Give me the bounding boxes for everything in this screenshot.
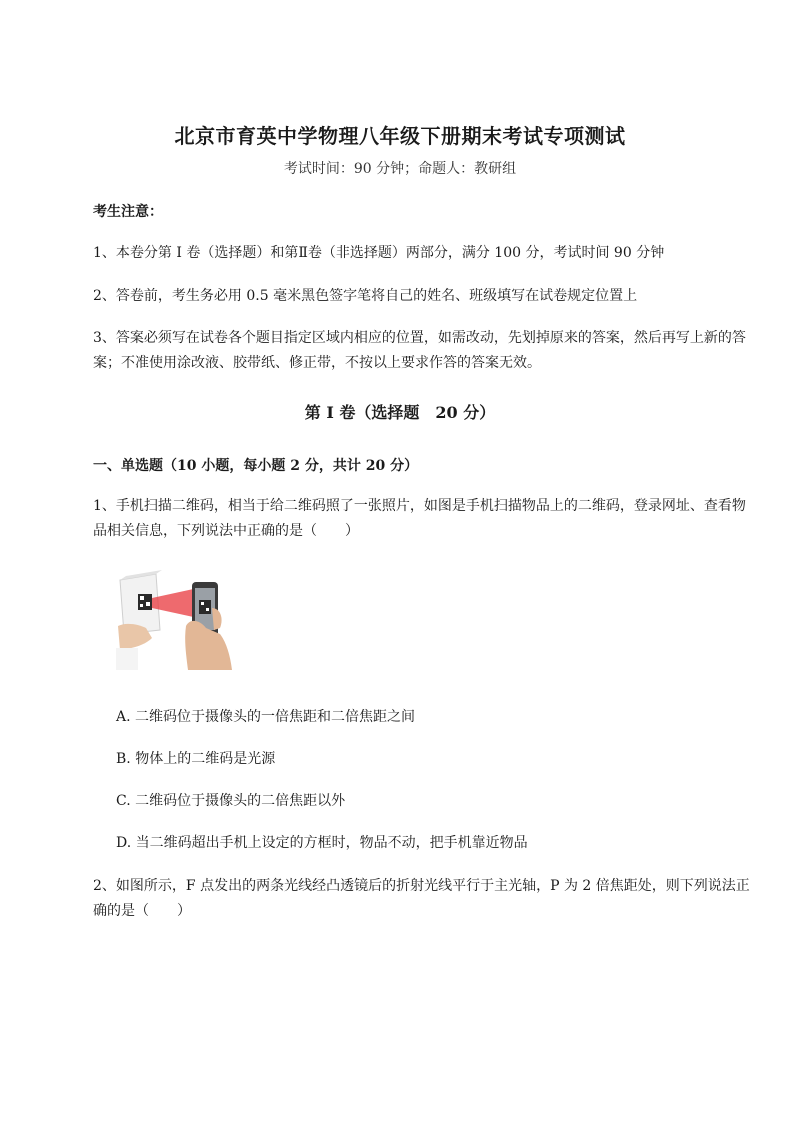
notice-item-2: 2、答卷前，考生务必用 0.5 毫米黑色签字笔将自己的姓名、班级填写在试卷规定位置上 [93, 288, 638, 304]
question-1-option-d: D. 当二维码超出手机上设定的方框时，物品不动，把手机靠近物品 [116, 835, 528, 851]
page-title: 北京市育英中学物理八年级下册期末考试专项测试 [174, 124, 626, 148]
question-1-option-c: C. 二维码位于摄像头的二倍焦距以外 [116, 793, 346, 809]
question-2-stem: 2、如图所示，F 点发出的两条光线经凸透镜后的折射光线平行于主光轴，P 为 2 倍焦距处，则下列说法正确的是（ ） [93, 878, 750, 919]
question-1-option-b: B. 物体上的二维码是光源 [116, 751, 276, 767]
section-title: 第 I 卷（选择题 20 分） [304, 403, 496, 422]
qr-scan-figure [116, 568, 236, 670]
part-heading: 一、单选题（10 小题，每小题 2 分，共计 20 分） [93, 458, 419, 474]
notice-item-1: 1、本卷分第 I 卷（选择题）和第Ⅱ卷（非选择题）两部分，满分 100 分，考试时间 90 分钟 [93, 245, 665, 261]
question-1-option-a: A. 二维码位于摄像头的一倍焦距和二倍焦距之间 [116, 709, 416, 725]
question-1-stem: 1、手机扫描二维码，相当于给二维码照了一张照片，如图是手机扫描物品上的二维码，登录网址、查看物品相关信息，下列说法中正确的是（ ） [93, 498, 746, 539]
exam-info: 考试时间：90 分钟；命题人：教研组 [283, 161, 517, 177]
phone-scanning-qr-icon [116, 568, 236, 670]
notice-item-3: 3、答案必须写在试卷各个题目指定区域内相应的位置，如需改动，先划掉原来的答案，然后再写上新的答案；不准使用涂改液、胶带纸、修正带，不按以上要求作答的答案无效。 [93, 330, 746, 371]
notice-heading: 考生注意： [93, 204, 163, 220]
